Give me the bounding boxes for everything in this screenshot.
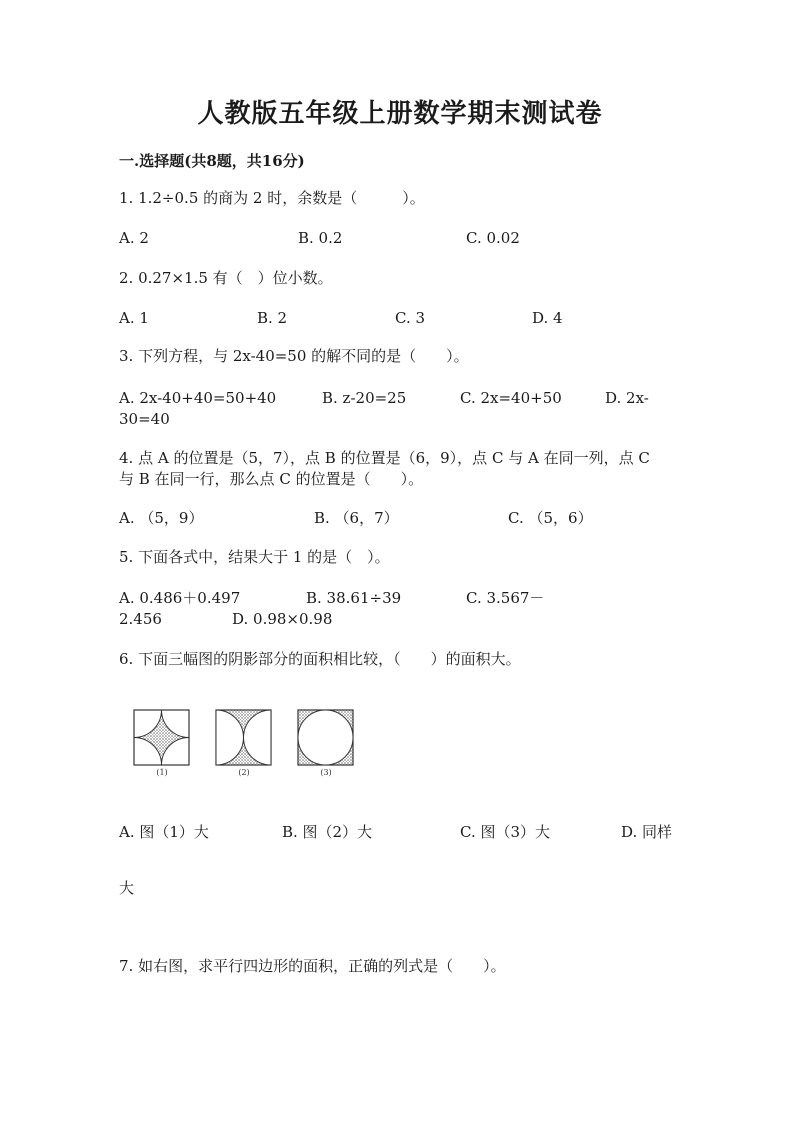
- figure-1-caption: (1): [156, 768, 168, 777]
- question-1-option-a: A. 2: [119, 229, 149, 247]
- question-4-option-a: A. （5，9）: [119, 509, 204, 527]
- figure-3-caption: (3): [320, 768, 332, 777]
- question-3-option-d: D. 2x-: [605, 389, 649, 407]
- question-4-stem-line-1: 4. 点 A 的位置是（5，7），点 B 的位置是（6，9），点 C 与 A 在同一列，点 C: [119, 449, 650, 467]
- question-6-option-c: C. 图（3）大: [460, 823, 551, 841]
- question-1-option-b: B. 0.2: [298, 229, 343, 247]
- question-5-stem: 5. 下面各式中，结果大于 1 的是（ ）。: [119, 548, 390, 566]
- question-2-option-d: D. 4: [532, 309, 563, 327]
- question-4-stem-line-2: 与 B 在同一行，那么点 C 的位置是（ ）。: [119, 470, 424, 488]
- question-5-option-d: D. 0.98×0.98: [232, 610, 333, 628]
- question-5-option-c-continued: 2.456: [119, 610, 162, 628]
- figure-2-diagram: [214, 708, 274, 768]
- section-heading: 一.选择题(共8题，共16分): [119, 152, 305, 170]
- question-4-option-b: B. （6，7）: [314, 509, 399, 527]
- question-6-stem: 6. 下面三幅图的阴影部分的面积相比较，（ ）的面积大。: [119, 650, 521, 668]
- question-6-option-d: D. 同样: [621, 823, 673, 841]
- page-title: 人教版五年级上册数学期末测试卷: [197, 99, 603, 129]
- question-6-option-a: A. 图（1）大: [119, 823, 209, 841]
- question-4-option-c: C. （5，6）: [508, 509, 593, 527]
- figure-2: [214, 708, 274, 780]
- question-2-option-c: C. 3: [395, 309, 426, 327]
- figure-2-caption: (2): [238, 768, 250, 777]
- question-6-figures: [129, 708, 369, 780]
- question-3-option-d-continued: 30=40: [119, 410, 170, 428]
- figure-1: [132, 708, 192, 780]
- question-3-option-c: C. 2x=40+50: [460, 389, 562, 407]
- question-6-option-d-continued: 大: [119, 879, 135, 897]
- figure-3: [296, 708, 356, 780]
- question-2-option-a: A. 1: [119, 309, 149, 327]
- question-1-stem: 1. 1.2÷0.5 的商为 2 时，余数是（ ）。: [119, 189, 425, 207]
- question-5-option-c: C. 3.567－: [466, 589, 545, 607]
- question-2-stem: 2. 0.27×1.5 有（ ）位小数。: [119, 269, 333, 287]
- question-5-option-a: A. 0.486＋0.497: [119, 589, 241, 607]
- question-3-option-b: B. z-20=25: [322, 389, 407, 407]
- question-1-option-c: C. 0.02: [466, 229, 520, 247]
- question-7-stem: 7. 如右图，求平行四边形的面积，正确的列式是（ ）。: [119, 957, 506, 975]
- question-5-option-b: B. 38.61÷39: [306, 589, 402, 607]
- question-2-option-b: B. 2: [257, 309, 288, 327]
- figure-3-diagram: [296, 708, 356, 768]
- question-6-option-b: B. 图（2）大: [282, 823, 373, 841]
- question-3-option-a: A. 2x-40+40=50+40: [119, 389, 277, 407]
- figure-1-diagram: [132, 708, 192, 768]
- question-3-stem: 3. 下列方程，与 2x-40=50 的解不同的是（ ）。: [119, 347, 469, 365]
